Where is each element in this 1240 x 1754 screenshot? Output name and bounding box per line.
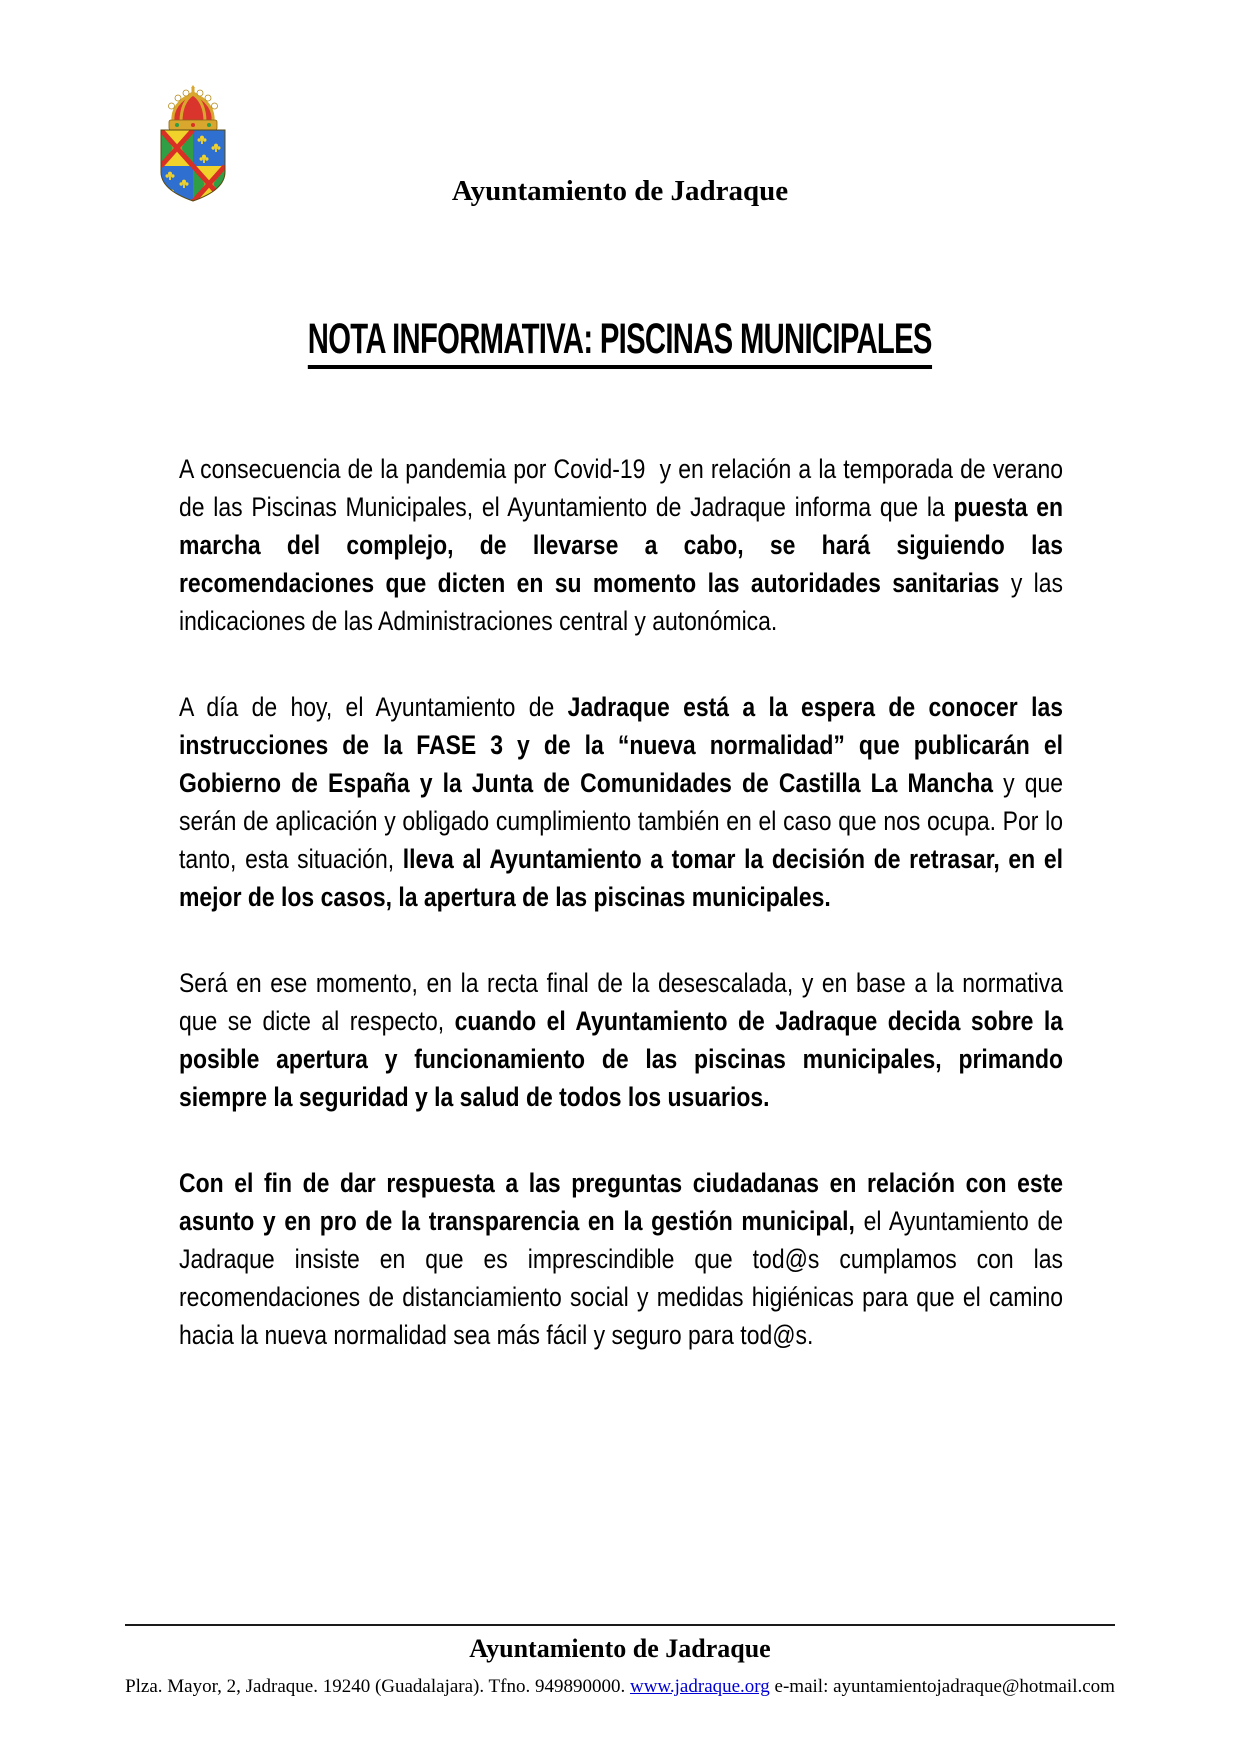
footer-address-text: Plza. Mayor, 2, Jadraque. 19240 (Guadalajara). Tfno. 949890000. xyxy=(125,1676,630,1697)
footer-address xyxy=(0,1676,1240,1698)
crown xyxy=(169,85,218,130)
text-run-bold: Con el fin de dar respuesta a las preguntas ciudadanas en relación con este asunto y en pro de la transparencia en la gestión municipal, xyxy=(179,1168,1063,1236)
text-run: el Ayuntamiento de Jadraque insiste en que es imprescindible que tod@s cumplamos con las recomendaciones de distanciamiento social y medidas higiénicas para que el camino hacia la nueva normalidad sea más fácil y seguro para tod@s. xyxy=(179,1206,1063,1350)
footer-email-text: e-mail: ayuntamientojadraque@hotmail.com xyxy=(769,1676,1115,1697)
footer-org-name: Ayuntamiento de Jadraque xyxy=(469,1634,771,1663)
footer-divider xyxy=(125,1624,1115,1626)
text-run-bold: Jadraque está a la espera de conocer las instrucciones de la FASE 3 y de la “nueva normalidad” que publicarán el Gobierno de España y la Junta de Comunidades de Castilla La Mancha xyxy=(179,692,1064,798)
header-org-name: Ayuntamiento de Jadraque xyxy=(451,175,789,207)
website-link[interactable]: www.jadraque.org xyxy=(629,1676,770,1697)
text-run: A día de hoy, el Ayuntamiento de xyxy=(179,692,568,722)
text-run: Será en ese momento, en la recta final de la desescalada, y en base a la normativa que se dicte al respecto, xyxy=(179,968,1063,1036)
text-run-bold: lleva al Ayuntamiento a tomar la decisión de retrasar, en el mejor de los casos, la apertura de las piscinas municipales. xyxy=(179,844,1063,912)
text-run: A consecuencia de la pandemia por Covid-19 y en relación a la temporada de verano de las Piscinas Municipales, el Ayuntamiento de Jadraque informa que la xyxy=(179,454,1063,522)
text-run-bold: cuando el Ayuntamiento de Jadraque decida sobre la posible apertura y funcionamiento de las piscinas municipales, primando siempre la seguridad y la salud de todos los usuarios. xyxy=(179,1006,1064,1112)
document-title xyxy=(0,316,1240,369)
paragraph xyxy=(179,964,1063,1116)
paragraph-container xyxy=(179,450,1063,1354)
paragraph xyxy=(179,688,1063,916)
document-body xyxy=(179,450,1063,1402)
paragraph xyxy=(179,1164,1063,1354)
text-run: y que serán de aplicación y obligado cumplimiento también en el caso que nos ocupa. Por lo tanto, esta situación, xyxy=(179,768,1063,874)
text-run-bold: puesta en marcha del complejo, de llevarse a cabo, se hará siguiendo las recomendaciones que dicten en su momento las autoridades sanitarias xyxy=(179,492,1063,598)
document-title-text: NOTA INFORMATIVA: PISCINAS MUNICIPALES xyxy=(308,316,932,369)
text-run: y las indicaciones de las Administraciones central y autonómica. xyxy=(179,568,1063,636)
paragraph xyxy=(179,450,1063,640)
